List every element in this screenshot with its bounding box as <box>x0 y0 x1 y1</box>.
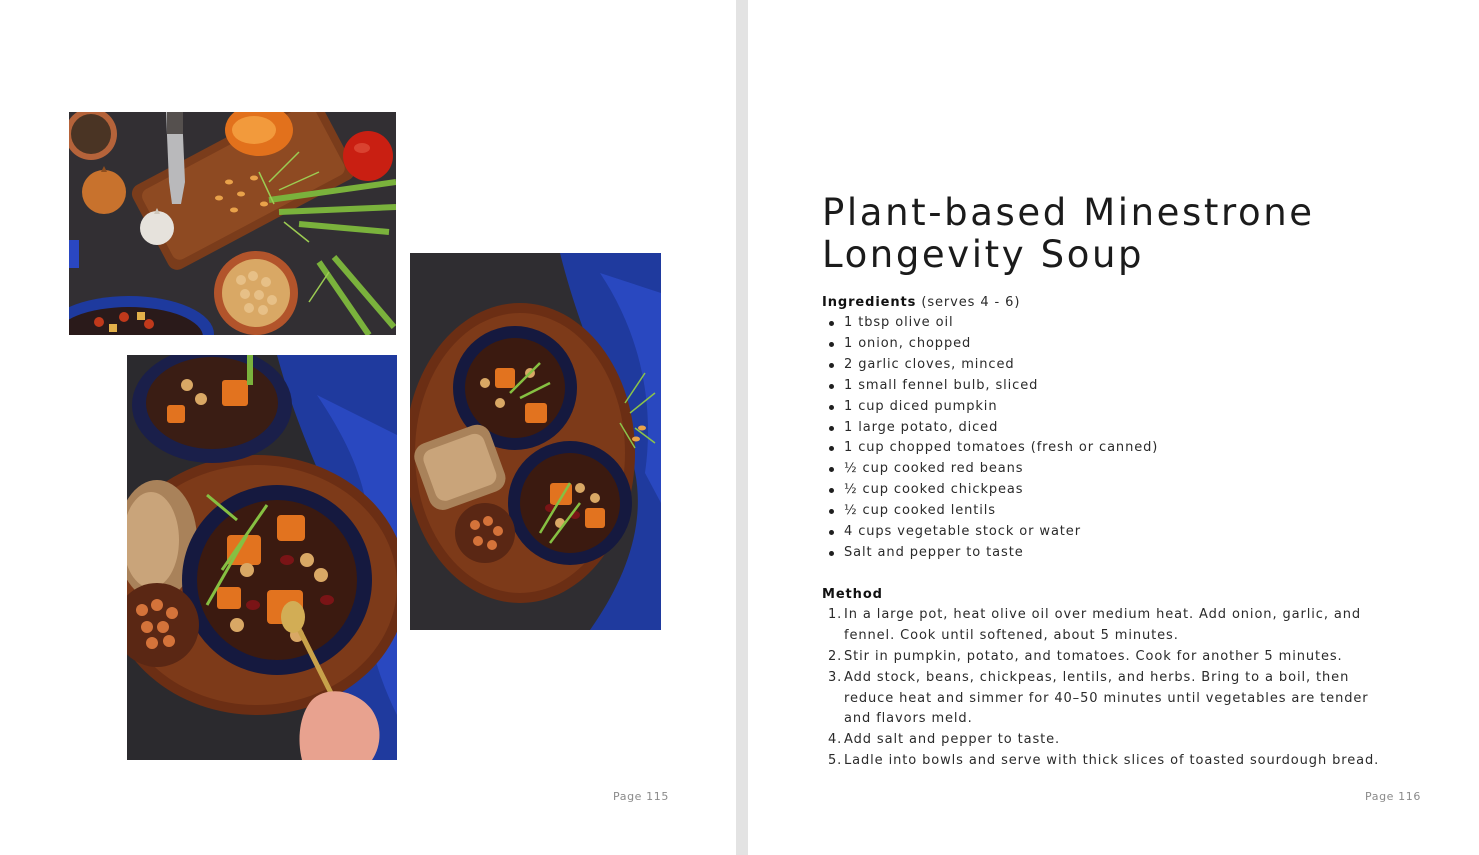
ingredient-text: ½ cup cooked lentils <box>844 503 996 519</box>
bullet-icon <box>829 551 834 556</box>
ingredient-item <box>822 480 1382 501</box>
method-step <box>822 668 1382 731</box>
bullet-icon <box>829 488 834 493</box>
ingredient-item <box>822 522 1382 543</box>
ingredient-text: 1 tbsp olive oil <box>844 315 954 330</box>
ingredient-item <box>822 334 1382 355</box>
method-list <box>822 605 1382 772</box>
method-step <box>822 751 1382 772</box>
ingredient-item <box>822 313 1382 334</box>
bullet-icon <box>829 446 834 451</box>
ingredient-item <box>822 418 1382 439</box>
step-number: 1. <box>828 606 843 622</box>
step-text: Add stock, beans, chickpeas, lentils, and herbs. Bring to a boil, then reduce heat and simmer for 40–50 minutes until vegetables are tender and flavors meld. <box>844 669 1369 727</box>
ingredients-heading-line <box>822 293 1382 313</box>
step-text: Ladle into bowls and serve with thick slices of toasted sourdough bread. <box>844 753 1380 769</box>
ingredient-item <box>822 376 1382 397</box>
bullet-icon <box>829 384 834 389</box>
page-number: Page 115 <box>613 790 669 803</box>
recipe-body <box>822 293 1382 772</box>
ingredient-item <box>822 397 1382 418</box>
recipe-title: Plant-based Minestrone Longevity Soup <box>822 191 1315 276</box>
ingredients-heading: Ingredients <box>822 295 917 310</box>
ingredient-text: ½ cup cooked chickpeas <box>844 482 1024 498</box>
bullet-icon <box>829 426 834 431</box>
ingredients-image <box>69 112 396 335</box>
bullet-icon <box>829 530 834 535</box>
bowls-table-image <box>410 253 661 630</box>
right-page <box>748 0 1479 855</box>
bullet-icon <box>829 342 834 347</box>
method-step <box>822 605 1382 647</box>
method-step <box>822 730 1382 751</box>
step-text: Add salt and pepper to taste. <box>844 732 1061 748</box>
step-text: In a large pot, heat olive oil over medium heat. Add onion, garlic, and fennel. Cook until softened, about 5 minutes. <box>844 606 1362 643</box>
step-number: 2. <box>828 648 843 664</box>
ingredient-text: 1 onion, chopped <box>844 335 972 351</box>
method-heading: Method <box>822 586 883 602</box>
ingredient-text: 2 garlic cloves, minced <box>844 356 1015 372</box>
ingredient-item <box>822 438 1382 459</box>
method-step <box>822 647 1382 668</box>
method-heading-line <box>822 585 1382 605</box>
ingredient-text: 4 cups vegetable stock or water <box>844 524 1081 540</box>
bullet-icon <box>829 467 834 472</box>
page-gutter <box>736 0 748 855</box>
ingredient-text: 1 cup chopped tomatoes (fresh or canned) <box>844 440 1159 456</box>
ingredient-item <box>822 543 1382 564</box>
step-number: 5. <box>828 753 843 769</box>
bullet-icon <box>829 363 834 368</box>
ingredient-text: 1 large potato, diced <box>844 419 999 435</box>
bullet-icon <box>829 405 834 410</box>
ingredient-item <box>822 355 1382 376</box>
step-number: 4. <box>828 732 843 748</box>
step-text: Stir in pumpkin, potato, and tomatoes. Cook for another 5 minutes. <box>844 648 1343 664</box>
serves-note: (serves 4 - 6) <box>921 295 1021 310</box>
ingredient-item <box>822 459 1382 480</box>
ingredient-text: 1 cup diced pumpkin <box>844 398 998 414</box>
bullet-icon <box>829 509 834 514</box>
ingredient-list <box>822 313 1382 564</box>
step-number: 3. <box>828 669 843 685</box>
ingredient-text: Salt and pepper to taste <box>844 544 1024 560</box>
soup-ingredients-photo <box>69 112 396 335</box>
ingredient-text: 1 small fennel bulb, sliced <box>844 377 1039 393</box>
bullet-icon <box>829 321 834 326</box>
soup-bowl-with-spoon-photo <box>127 355 397 760</box>
ingredient-text: ½ cup cooked red beans <box>844 461 1024 477</box>
ingredient-item <box>822 501 1382 522</box>
soup-bowls-table-photo <box>410 253 661 630</box>
bowl-spoon-image <box>127 355 397 760</box>
page-number: Page 116 <box>1365 790 1421 803</box>
left-page <box>0 0 736 855</box>
